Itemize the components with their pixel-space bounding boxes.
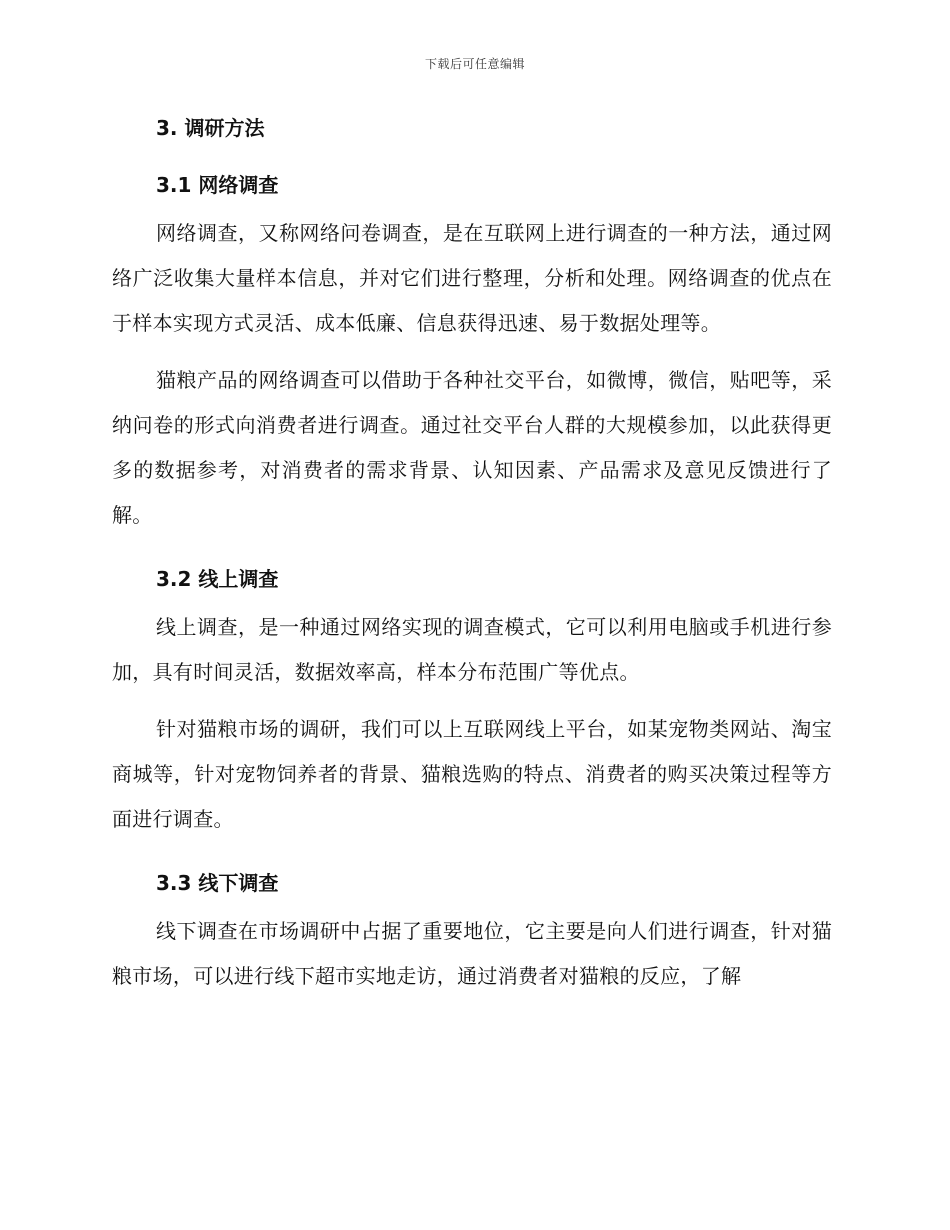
document-body [112, 112, 832, 999]
paragraph: 针对猫粮市场的调研，我们可以上互联网线上平台，如某宠物类网站、淘宝商城等，针对宠物饲养者的背景、猫粮选购的特点、消费者的购买决策过程等方面进行调查。 [112, 717, 832, 831]
subsection-title-network-survey: 3.1 网络调查 [156, 173, 279, 197]
subsection-title-offline-survey: 3.3 线下调查 [156, 871, 279, 895]
subsection-title-online-survey: 3.2 线上调查 [156, 567, 279, 591]
paragraph: 线上调查，是一种通过网络实现的调查模式，它可以利用电脑或手机进行参加，具有时间灵活，数据效率高，样本分布范围广等优点。 [112, 615, 832, 684]
header-note: 下载后可任意编辑 [424, 57, 525, 71]
paragraph: 网络调查，又称网络问卷调查，是在互联网上进行调查的一种方法，通过网络广泛收集大量样本信息，并对它们进行整理，分析和处理。网络调查的优点在于样本实现方式灵活、成本低廉、信息获得迅速、易于数据处理等。 [112, 221, 832, 335]
paragraph: 猫粮产品的网络调查可以借助于各种社交平台，如微博，微信，贴吧等，采纳问卷的形式向消费者进行调查。通过社交平台人群的大规模参加，以此获得更多的数据参考，对消费者的需求背景、认知因素、产品需求及意见反馈进行了解。 [112, 368, 832, 527]
paragraph: 线下调查在市场调研中占据了重要地位，它主要是向人们进行调查，针对猫粮市场，可以进行线下超市实地走访，通过消费者对猫粮的反应，了解 [112, 919, 832, 988]
section-title: 3. 调研方法 [156, 116, 265, 140]
